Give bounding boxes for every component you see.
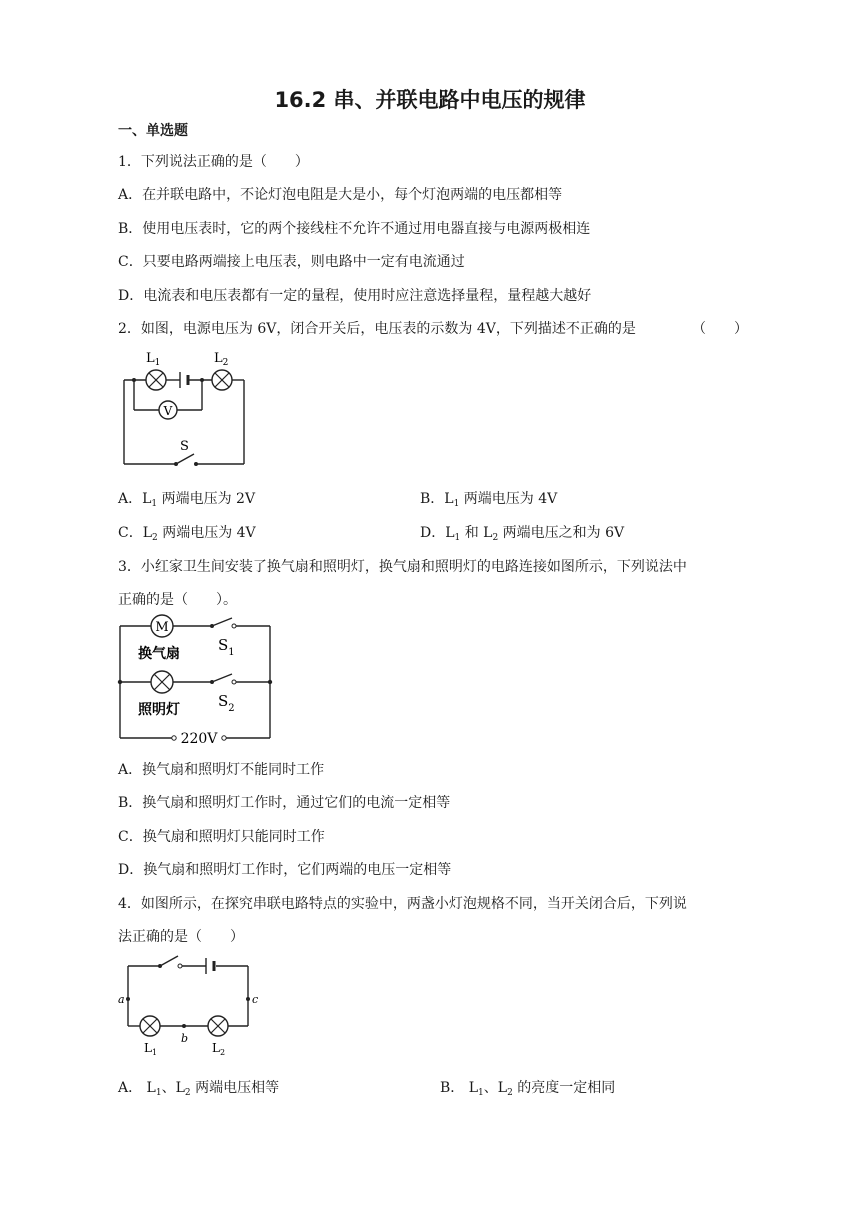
switch-s1-contact [232, 624, 236, 628]
switch-pivot [174, 462, 178, 466]
lamp-l1-icon [146, 370, 166, 390]
label-lamp: 照明灯 [138, 702, 180, 718]
q1-stem: 1．下列说法正确的是（ ） [118, 154, 309, 170]
junction-dot [268, 680, 272, 684]
q1-option-c: C．只要电路两端接上电压表，则电路中一定有电流通过 [118, 254, 465, 270]
q3-stem-line2: 正确的是（ ）。 [118, 592, 237, 608]
point-b-dot [182, 1024, 186, 1028]
junction-dot [200, 378, 204, 382]
q4-option-a: A． $L_1$、$L_2$ 两端电压相等 [118, 1080, 280, 1098]
q2-option-b: B．$L_1$ 两端电压为 4V [420, 491, 558, 509]
label-l2: $L_2$ [212, 1041, 226, 1057]
label-switch: S [180, 439, 189, 454]
q2-answer-paren: （ ） [692, 321, 748, 337]
switch-s2-contact [232, 680, 236, 684]
voltmeter-icon [159, 401, 177, 419]
label-l1: $L_1$ [144, 1041, 158, 1057]
switch-pivot [158, 964, 162, 968]
q4-stem-line2: 法正确的是（ ） [118, 929, 244, 945]
lamp-l1-icon [140, 1016, 160, 1036]
point-c-dot [246, 997, 250, 1001]
motor-icon [151, 615, 173, 637]
terminal-right [222, 736, 226, 740]
label-s2: $S_2$ [218, 692, 235, 714]
q1-option-b: B．使用电压表时，它的两个接线柱不允许不通过用电器直接与电源两极相连 [118, 221, 591, 237]
q3-option-b: B．换气扇和照明灯工作时，通过它们的电流一定相等 [118, 795, 451, 811]
junction-dot [132, 378, 136, 382]
q2-option-c: C．$L_2$ 两端电压为 4V [118, 525, 256, 543]
q1-option-d: D．电流表和电压表都有一定的量程，使用时应注意选择量程，量程越大越好 [118, 288, 592, 304]
lamp-l2-icon [212, 370, 232, 390]
q3-option-d: D．换气扇和照明灯工作时，它们两端的电压一定相等 [118, 862, 452, 878]
q3-circuit-figure [116, 614, 276, 748]
point-a-dot [126, 997, 130, 1001]
switch-s1-pivot [210, 624, 214, 628]
q4-circuit-figure [114, 950, 264, 1060]
label-s1: $S_1$ [218, 636, 235, 658]
label-fan: 换气扇 [138, 646, 180, 662]
label-l1: $L_1$ [146, 351, 161, 368]
terminal-left [172, 736, 176, 740]
section-heading: 一、单选题 [118, 123, 188, 139]
battery-icon [206, 958, 214, 974]
q4-option-b: B． $L_1$、$L_2$ 的亮度一定相同 [440, 1080, 616, 1098]
label-l2: $L_2$ [214, 351, 229, 368]
svg-text:V: V [163, 404, 173, 418]
switch-contact [178, 964, 182, 968]
lamp-icon [151, 671, 173, 693]
label-b: b [181, 1032, 189, 1045]
page-title: 16.2 串、并联电路中电压的规律 [274, 88, 586, 112]
battery-icon [180, 372, 188, 388]
switch-s2-pivot [210, 680, 214, 684]
q3-option-a: A．换气扇和照明灯不能同时工作 [118, 762, 325, 778]
q2-circuit-figure [118, 344, 278, 470]
q2-option-d: D．$L_1$ 和 $L_2$ 两端电压之和为 6V [420, 525, 625, 543]
switch-contact [194, 462, 198, 466]
q1-option-a: A．在并联电路中，不论灯泡电阻是大是小，每个灯泡两端的电压都相等 [118, 187, 563, 203]
label-voltage: 220V [180, 731, 218, 747]
q2-option-a: A．$L_1$ 两端电压为 2V [118, 491, 256, 509]
label-c: c [252, 993, 259, 1006]
q2-stem: 2．如图，电源电压为 6V，闭合开关后，电压表的示数为 4V，下列描述不正确的是 [118, 321, 636, 337]
q3-stem-line1: 3．小红家卫生间安装了换气扇和照明灯，换气扇和照明灯的电路连接如图所示，下列说法中 [118, 559, 687, 575]
q3-option-c: C．换气扇和照明灯只能同时工作 [118, 829, 325, 845]
lamp-l2-icon [208, 1016, 228, 1036]
q4-stem-line1: 4．如图所示，在探究串联电路特点的实验中，两盏小灯泡规格不同，当开关闭合后，下列说 [118, 896, 687, 912]
label-a: a [118, 993, 125, 1006]
junction-dot [118, 680, 122, 684]
svg-text:M: M [155, 620, 169, 635]
